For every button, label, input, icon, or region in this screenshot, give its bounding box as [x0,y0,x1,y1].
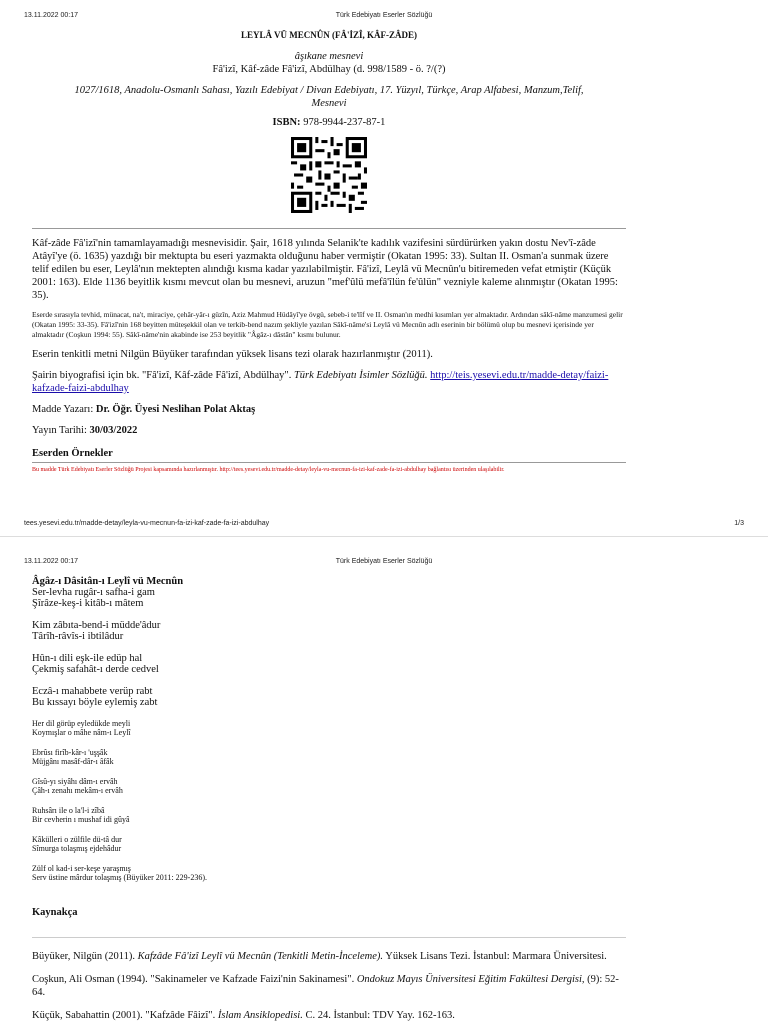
poem-section [32,576,626,1022]
page-separator [0,536,768,537]
couplet-line: Bir cevherin ı mushaf idi gûyâ [32,815,130,824]
footer-page: 1/3 [734,520,744,527]
reference-1-details: Yüksek Lisans Tezi. İstanbul: Marmara Üniversitesi. [385,951,607,962]
couplet-line: Her dil görüp eyledükde meyli [32,719,131,728]
couplet [32,653,626,675]
page2-header [24,558,744,568]
author-line [32,403,626,416]
author-value: Dr. Öğr. Üyesi Neslihan Polat Aktaş [95,404,256,415]
entry-meta-line: 1027/1618, Anadolu-Osmanlı Sahası, Yazılı Edebiyat / Divan Edebiyatı, 17. Yüzyıl, Türkçe, Arap Alfabesi, Manzum,Telif, Mesnevi [74,85,584,109]
date-value: 30/03/2022 [89,425,138,436]
poem-title: Âgâz-ı Dâsitân-ı Leylî vü Mecnûn [32,576,184,587]
couplet-list [32,587,626,882]
couplet-line: Müjgânı masâf-dâr-ı âfâk [32,757,114,766]
date-label: Yayın Tarihi: [32,425,87,436]
reference-3-author: Küçük, Sabahattin (2001). "Kafzâde Fâizî". [32,1010,216,1021]
divider [32,228,626,229]
page1-header-site: Türk Edebiyatı Eserler Sözlüğü [335,12,433,19]
reference-2 [32,973,626,999]
couplet-line: Çekmiş safahât-ı derde cedvel [32,664,159,675]
author-label: Madde Yazarı: [32,404,94,415]
couplet-line: Koymışlar o mâhe nâm-ı Leylî [32,728,131,737]
page1-header [24,12,744,22]
page2-header-date: 13.11.2022 00:17 [24,558,78,565]
couplet-line: Târîh-râvîs-i ibtilâdur [32,631,124,642]
couplet-line: Sîmurga tolaşmış ejdehâdur [32,844,122,853]
entry-author-line: Fâ'izî, Kâf-zâde Fâ'izî, Abdülhay (d. 998/1589 - ö. ?/(?) [212,64,446,75]
entry-title: LEYLÂ VÜ MECNÛN (FÂ'İZÎ, KÂF-ZÂDE) [240,30,418,40]
couplet [32,587,626,609]
couplet [32,748,626,766]
couplet-line: Ser-levha rugâr-ı safha-i gam [32,587,155,598]
date-line [32,424,626,437]
couplet [32,835,626,853]
couplet [32,719,626,737]
bio-ref-source: Türk Edebiyatı İsimler Sözlüğü. [293,370,428,381]
couplet-line: Ruhsârı ile o la'l-i zîbâ [32,806,105,815]
couplet-line: Şîrâze-keş-i kitâb-ı mâtem [32,598,144,609]
couplet-line: Gîsû-yı siyâhı dâm-ı ervâh [32,777,118,786]
bio-ref-link[interactable]: http://teis.yesevi.edu.tr/madde-detay/faizi-kafzade-faizi-abdulhay [32,370,609,394]
paragraph-4 [32,369,626,395]
couplet-line: Kâkülleri o zülfile dü-tâ dur [32,835,122,844]
reference-3-details: C. 24. İstanbul: TDV Yay. 162-163. [305,1010,455,1021]
couplet-line: Serv üstine mârdur tolaşmış (Büyüker 2011: 229-236). [32,873,208,882]
reference-1 [32,950,626,963]
couplet-line: Hûn-ı dili eşk-ile edüp hal [32,653,143,664]
footer-url: tees.yesevi.edu.tr/madde-detay/leyla-vu-mecnun-fa-izi-kaf-zade-fa-izi-abdulhay [24,520,270,527]
isbn-line [32,116,626,129]
couplet-line: Zülf ol kad-i ser-keşe yaraşmış [32,864,131,873]
couplet-line: Ebrûsı firîb-kâr-ı 'uşşâk [32,748,108,757]
page1-header-date: 13.11.2022 00:17 [24,12,78,19]
qr-code-icon [291,137,367,213]
couplet [32,806,626,824]
couplet [32,686,626,708]
entry-main [32,30,626,474]
couplet [32,777,626,795]
couplet-line: Bu kıssayı böyle eylemiş zabt [32,697,158,708]
isbn-value: 978-9944-237-87-1 [303,117,386,128]
couplet [32,864,626,882]
bio-ref-text: Şairin biyografisi için bk. "Fâ'izî, Kâf-zâde Fâ'izî, Abdülhay". [32,370,292,381]
reference-2-author: Coşkun, Ali Osman (1994). "Sakinameler ve Kafzade Faizi'nin Sakinamesi". [32,974,355,985]
paragraph-3: Eserin tenkitli metni Nilgün Büyüker tarafından yüksek lisans tezi olarak hazırlanmıştır (2011). [32,349,433,360]
references-heading: Kaynakça [32,907,78,918]
examples-divider [32,462,626,463]
reference-1-author: Büyüker, Nilgün (2011). [32,951,136,962]
page2-header-site: Türk Edebiyatı Eserler Sözlüğü [335,558,433,565]
couplet-line: Çâh-ı zenahı mekâm-ı ervâh [32,786,123,795]
paragraph-1: Kâf-zâde Fâ'izî'nin tamamlayamadığı mesnevisidir. Şair, 1618 yılında Selanik'te kadılık vazifesini sürdürürken yakın dostu Nev'î-zâde Atâyî'ye (ö. 1635) yazdığı bir mektupta bu eseri yazmakta olduğunu haber vermiştir (Okatan 1995: 33). Sultan II. Osman'a sunmak üzere telif edilen bu eser, Leylâ'nın mektepten alındığı kısma kadar yazılabilmiştir. Fâ'izî, Leylâ vü Mecnûn'u bitiremeden vefat etmiştir (Küçük 2001: 163). Elde 1136 beyitlik kısmı mevcut olan bu mesnevi, aruzun "mef'ûlü mefâ'îlün fe'ûlün" vezniyle kaleme alınmıştır (Okatan 1995: 35). [32,238,618,301]
reference-3 [32,1009,626,1022]
reference-3-title: İslam Ansiklopedisi. [217,1010,303,1021]
couplet-line: Kim zâbıta-bend-i müdde'âdur [32,620,161,631]
references-divider [32,937,626,938]
couplet [32,620,626,642]
isbn-label: ISBN: [272,117,301,128]
couplet-line: Eczâ-ı mahabbete verüp rabt [32,686,153,697]
page1-footer [24,520,744,530]
project-note: Bu madde Türk Edebiyatı Eserler Sözlüğü Projesi kapsamında hazırlanmıştır. http://tees.yesevi.edu.tr/madde-detay/leyla-vu-mecnun-fa-izi-kaf-zade-fa-izi-abdulhay bağlantısı üzerinden ulaşılabilir. [32,467,505,473]
reference-2-details: (9): 52-64. [32,974,619,998]
reference-1-title: Kafzâde Fâ'izî Leylî vü Mecnûn (Tenkitli Metin-İnceleme). [137,951,383,962]
entry-genre: âşıkane mesnevi [294,51,364,62]
reference-2-title: Ondokuz Mayıs Üniversitesi Eğitim Fakültesi Dergisi, [356,974,585,985]
paragraph-2: Eserde sırasıyla tevhid, münacat, na't, miraciye, çehâr-yâr-ı güzîn, Aziz Mahmud Hüdâyî'ye övgü, sebeb-i te'lîf ve II. Osman'ın medhi kısımları yer almaktadır. Ardından sâkî-nâme manzumesi gelir (Okatan 1995: 33-35). Fâ'izî'nin 168 beyitten müteşekkil olan ve terkib-bend nazım şekliyle yazılan Sâkî-nâme'si Leylâ vü Mecnûn adlı eserinin bir bölümü olup bu mesnevi içerisinde yer almaktadır (Coşkun 1994: 55). Sâkî-nâme'nin akabinde ise 253 beyitlik "Âgâz-ı dâstân" kısmı bulunur. [32,310,623,339]
qr-code [32,137,626,218]
examples-heading: Eserden Örnekler [32,448,113,459]
